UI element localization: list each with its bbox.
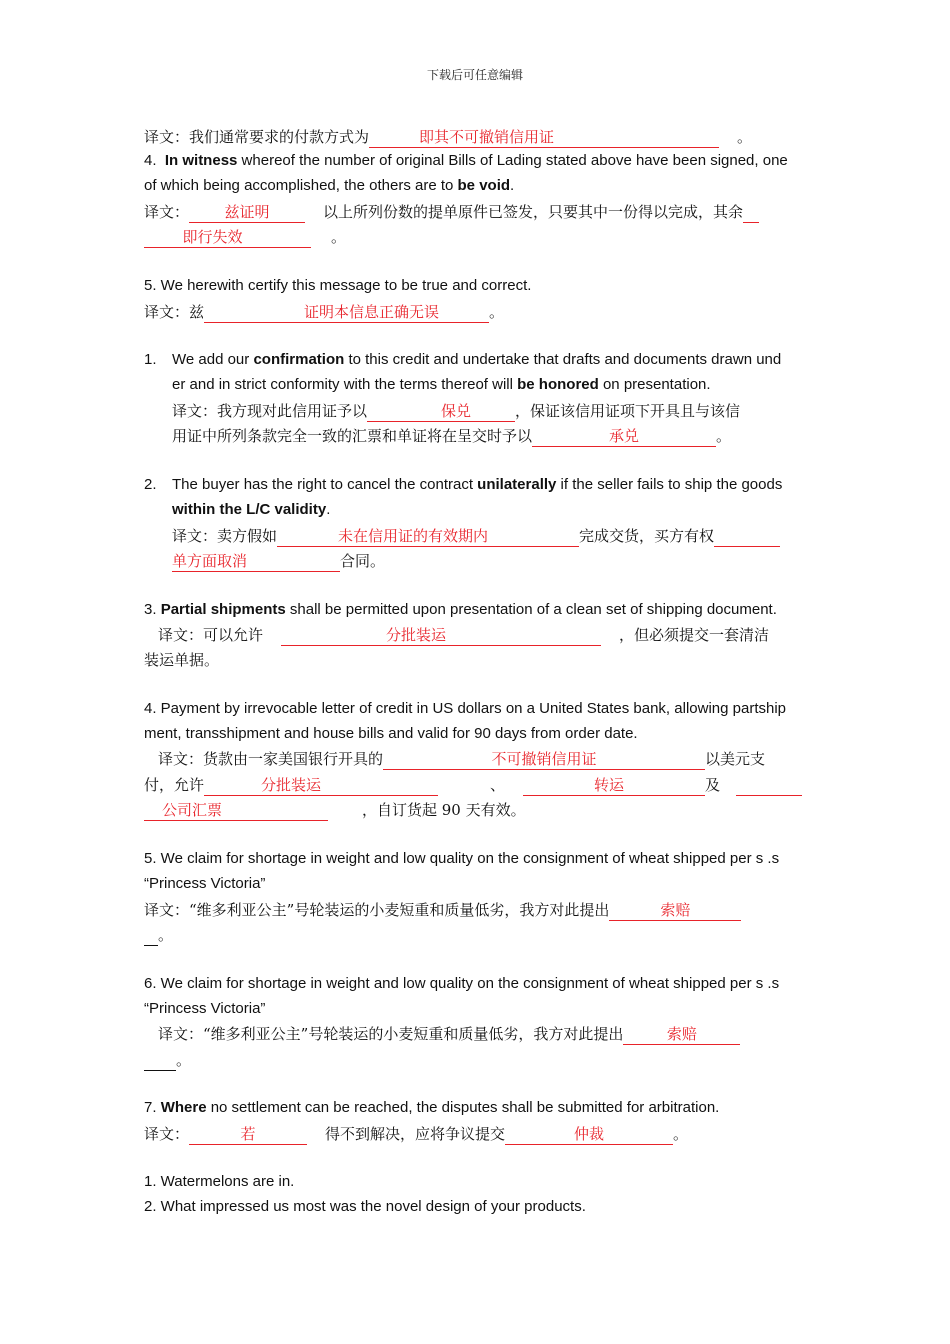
page-header: 下载后可任意编辑	[426, 68, 523, 82]
keyword: be honored	[517, 376, 599, 393]
translation-line	[172, 401, 740, 422]
translation-line	[172, 426, 731, 447]
answer-blank: 承兑	[532, 427, 716, 447]
answer-blank: 索赔	[623, 1025, 740, 1045]
sentence-text: shall be permitted upon presentation of a clean set of shipping document.	[285, 601, 777, 618]
sentence-line	[144, 176, 514, 196]
translation-line	[144, 800, 526, 821]
item-number: 3.	[144, 601, 161, 618]
translation-line	[144, 1124, 688, 1145]
translation-line	[144, 302, 504, 323]
answer-blank: 索赔	[609, 901, 741, 921]
translation-text: 、	[490, 776, 506, 794]
translation-text: 译文：	[144, 203, 190, 221]
translation-text: 译文：“维多利亚公主”号轮装运的小麦短重和质量低劣，我方对此提出	[158, 1025, 624, 1043]
keyword: Partial shipments	[160, 601, 286, 618]
answer-blank-line	[736, 776, 802, 796]
keyword: confirmation	[253, 351, 345, 368]
translation-text: ，但必须提交一套清洁	[619, 626, 770, 644]
translation-text: 以美元支	[705, 750, 766, 768]
answer-text: 证明本信息正确无误	[304, 303, 440, 321]
sentence-text: The buyer has the right to cancel the contract	[172, 476, 478, 493]
sentence-line: 1. Watermelons are in.	[144, 1173, 295, 1190]
answer-blank	[369, 128, 719, 148]
sentence-line: 5. We herewith certify this message to be true and correct.	[144, 277, 532, 294]
answer-blank-line	[743, 203, 759, 223]
answer-blank	[204, 776, 438, 796]
sentence-line	[144, 350, 781, 370]
sentence-line: 2. What impressed us most was the novel design of your products.	[144, 1198, 586, 1215]
answer-text: 公司汇票	[162, 801, 223, 819]
sentence-line: “Princess Victoria”	[144, 875, 266, 892]
translation-text: 以上所列份数的提单原件已签发，只要其中一份得以完成，其余	[323, 203, 744, 221]
answer-blank: 若	[189, 1125, 307, 1145]
item-number: 1.	[144, 351, 157, 368]
sentence-line	[144, 151, 788, 171]
sentence-text: no settlement can be reached, the disputes shall be submitted for arbitration.	[206, 1099, 720, 1116]
translation-text: 。	[737, 128, 753, 146]
answer-text: 未在信用证的有效期内	[338, 527, 489, 545]
translation-text: ，自订货起 90 天有效。	[362, 801, 526, 819]
sentence-line	[144, 475, 782, 495]
translation-text: 完成交货，买方有权	[579, 527, 715, 545]
translation-text: 译文：卖方假如	[172, 527, 278, 545]
sentence-line: 5. We claim for shortage in weight and low quality on the consignment of wheat shipped per s .s	[144, 850, 780, 867]
sentence-text: We add our	[172, 351, 254, 368]
sentence-line: “Princess Victoria”	[144, 1000, 266, 1017]
answer-text: 即其不可撤销信用证	[419, 128, 555, 146]
translation-line	[158, 1024, 740, 1045]
answer-blank: 单方面取消	[172, 552, 340, 572]
sentence-line	[144, 1098, 719, 1118]
answer-blank	[144, 801, 328, 821]
translation-line	[144, 127, 752, 148]
translation-text: 译文：可以允许	[158, 626, 264, 644]
answer-blank: 仲裁	[505, 1125, 673, 1145]
translation-line	[144, 900, 741, 921]
sentence-line	[172, 500, 330, 520]
translation-text: 译文：我们通常要求的付款方式为	[144, 128, 370, 146]
translation-text: 译文：兹	[144, 303, 205, 321]
sentence-line	[172, 375, 711, 395]
translation-text: 译文：“维多利亚公主”号轮装运的小麦短重和质量低劣，我方对此提出	[144, 901, 610, 919]
answer-blank-line	[714, 527, 780, 547]
keyword: within the L/C validity	[172, 501, 327, 518]
translation-text: 付，允许	[144, 776, 205, 794]
translation-text: 及	[705, 776, 721, 794]
answer-blank	[144, 228, 311, 248]
sentence-line	[144, 600, 777, 620]
translation-text: 。	[176, 1051, 192, 1069]
sentence-line: 4. Payment by irrevocable letter of credit in US dollars on a United States bank, allowing partship	[144, 700, 786, 717]
sentence-text: .	[510, 177, 515, 194]
translation-text: 。	[489, 303, 505, 321]
translation-text: 。	[331, 228, 347, 246]
answer-blank	[204, 303, 489, 323]
answer-text: 即行失效	[182, 228, 243, 246]
translation-line	[172, 551, 385, 572]
translation-text: 译文：	[144, 1125, 190, 1143]
sentence-text: .	[326, 501, 331, 518]
translation-text: 译文：我方现对此信用证予以	[172, 402, 368, 420]
translation-text: 。	[673, 1125, 689, 1143]
answer-blank: 兹证明	[189, 203, 305, 223]
sentence-text: on presentation.	[598, 376, 711, 393]
item-number: 4.	[144, 152, 157, 169]
keyword: be void	[457, 177, 511, 194]
translation-line	[144, 775, 802, 796]
answer-blank-line	[144, 926, 158, 946]
translation-text: 译文：货款由一家美国银行开具的	[158, 750, 384, 768]
item-number: 2.	[144, 476, 157, 493]
answer-blank-line	[144, 1051, 176, 1071]
answer-blank: 不可撤销信用证	[383, 750, 705, 770]
translation-line	[144, 1050, 191, 1071]
translation-line	[144, 227, 346, 248]
answer-text: 分批装运	[261, 776, 322, 794]
translation-line	[158, 749, 765, 770]
translation-line: 装运单据。	[144, 651, 220, 669]
answer-text: 保兑	[441, 402, 472, 420]
item-number: 7.	[144, 1099, 161, 1116]
translation-line	[172, 526, 780, 547]
sentence-text: er and in strict conformity with the terms thereof will	[172, 376, 518, 393]
translation-line	[144, 925, 173, 946]
sentence-line: 6. We claim for shortage in weight and low quality on the consignment of wheat shipped per s .s	[144, 975, 780, 992]
translation-line	[144, 202, 759, 223]
translation-text: 用证中所列条款完全一致的汇票和单证将在呈交时予以	[172, 427, 533, 445]
translation-text: 。	[716, 427, 732, 445]
answer-blank	[281, 626, 601, 646]
sentence-text: whereof the number of original Bills of Lading stated above have been signed, one	[237, 152, 788, 169]
answer-blank	[367, 402, 515, 422]
keyword: Where	[160, 1099, 207, 1116]
keyword: In witness	[164, 152, 238, 169]
answer-blank	[523, 776, 705, 796]
answer-text: 转运	[594, 776, 625, 794]
sentence-text: of which being accomplished, the others are to	[144, 177, 458, 194]
translation-text: 。	[158, 926, 174, 944]
keyword: unilaterally	[477, 476, 557, 493]
sentence-text: if the seller fails to ship the goods	[556, 476, 783, 493]
answer-blank	[277, 527, 579, 547]
sentence-text: to this credit and undertake that drafts and documents drawn und	[344, 351, 782, 368]
translation-text: 得不到解决，应将争议提交	[325, 1125, 506, 1143]
translation-line	[158, 625, 769, 646]
translation-text: ，保证该信用证项下开具且与该信	[515, 402, 741, 420]
answer-text: 分批装运	[386, 626, 447, 644]
translation-text: 合同。	[340, 552, 386, 570]
sentence-line: ment, transshipment and house bills and valid for 90 days from order date.	[144, 725, 638, 742]
